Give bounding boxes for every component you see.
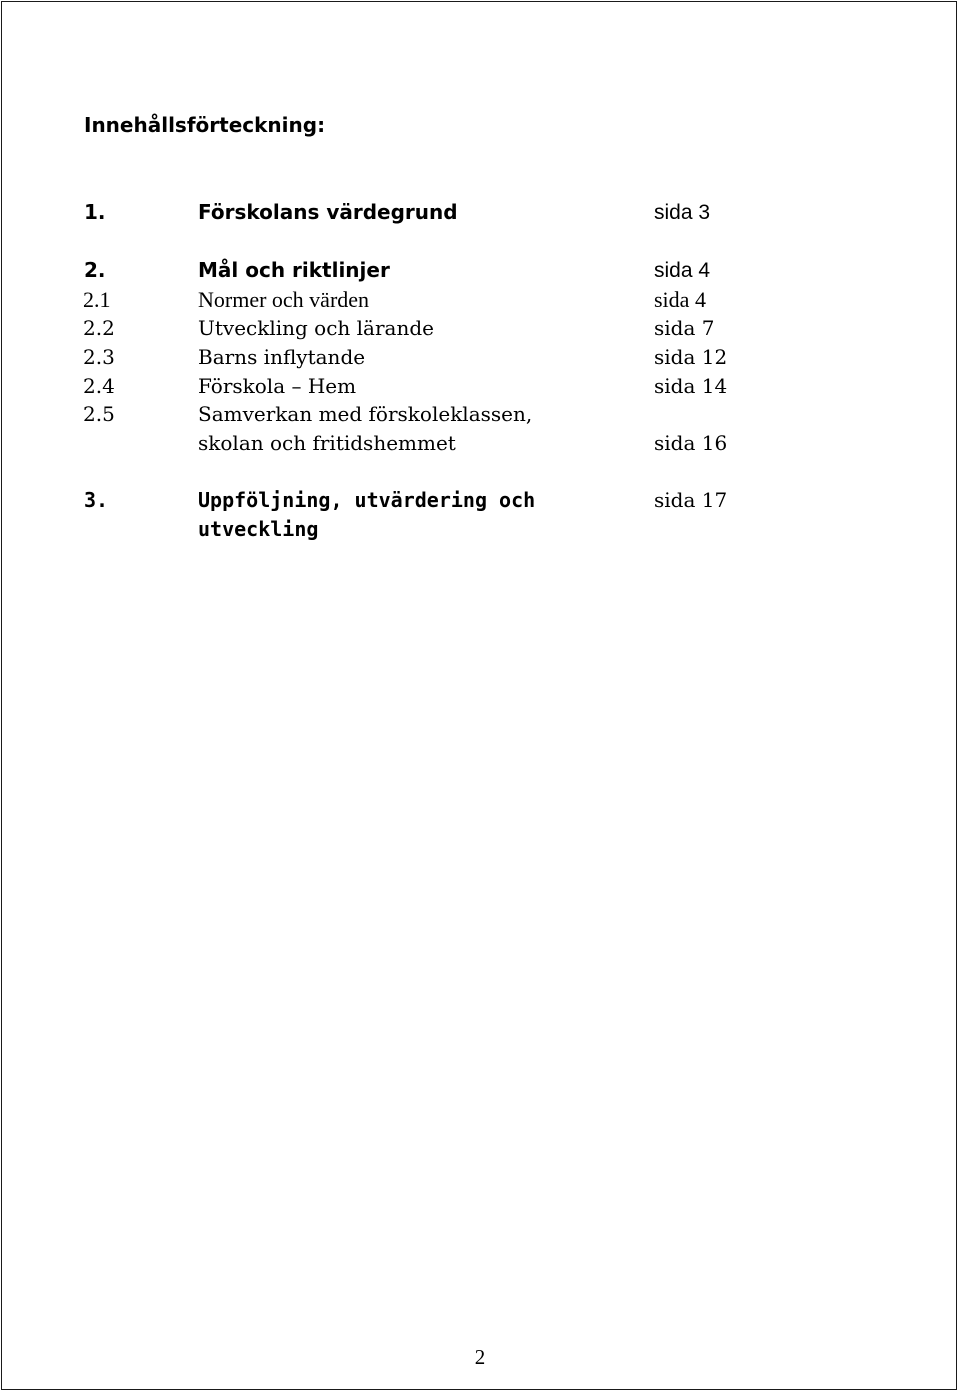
toc-entry-number: 3. xyxy=(84,488,109,512)
toc-entry-number: 2.4 xyxy=(83,374,115,398)
toc-entry-number: 2. xyxy=(84,258,106,282)
toc-entry-label: skolan och fritidshemmet xyxy=(198,431,456,455)
toc-entry-2 xyxy=(0,256,960,285)
toc-entry-label: utveckling xyxy=(198,517,319,541)
toc-entry-number: 2.1 xyxy=(83,287,111,312)
toc-entry-number: 2.5 xyxy=(83,402,115,426)
toc-entry-number: 2.2 xyxy=(83,316,115,340)
toc-entry-page: sida 4 xyxy=(654,287,706,312)
toc-entry-2-1 xyxy=(0,285,960,314)
toc-entry-2-2 xyxy=(0,314,960,343)
toc-entry-page: sida 17 xyxy=(654,488,728,512)
toc-entry-page: sida 7 xyxy=(654,316,715,340)
toc-entry-2-5 xyxy=(0,400,960,429)
toc-entry-label: Förskola – Hem xyxy=(198,374,357,398)
toc-entry-page: sida 16 xyxy=(654,431,728,455)
toc-entry-3-continued xyxy=(0,515,960,544)
page-number: 2 xyxy=(474,1345,486,1369)
toc-entry-label: Uppföljning, utvärdering och xyxy=(198,488,536,512)
toc-entry-label: Mål och riktlinjer xyxy=(198,258,390,282)
toc-entry-label: Utveckling och lärande xyxy=(198,316,434,340)
toc-entry-page: sida 14 xyxy=(654,374,728,398)
toc-entry-label: Barns inflytande xyxy=(198,345,366,369)
toc-entry-2-3 xyxy=(0,343,960,372)
toc-entry-1 xyxy=(0,198,960,227)
toc-entry-label: Förskolans värdegrund xyxy=(198,200,458,224)
toc-entry-page: sida 12 xyxy=(654,345,728,369)
toc-entry-label: Samverkan med förskoleklassen, xyxy=(198,402,533,426)
toc-entry-page: sida 4 xyxy=(654,259,711,282)
toc-entry-2-5-continued xyxy=(0,429,960,458)
toc-entry-page: sida 3 xyxy=(654,201,711,224)
toc-entry-label: Normer och värden xyxy=(198,287,370,312)
toc-entry-3 xyxy=(0,486,960,515)
toc-entry-number: 1. xyxy=(84,200,106,224)
toc-entry-number: 2.3 xyxy=(83,345,115,369)
toc-entry-2-4 xyxy=(0,372,960,401)
toc-title: Innehållsförteckning: xyxy=(84,113,326,137)
